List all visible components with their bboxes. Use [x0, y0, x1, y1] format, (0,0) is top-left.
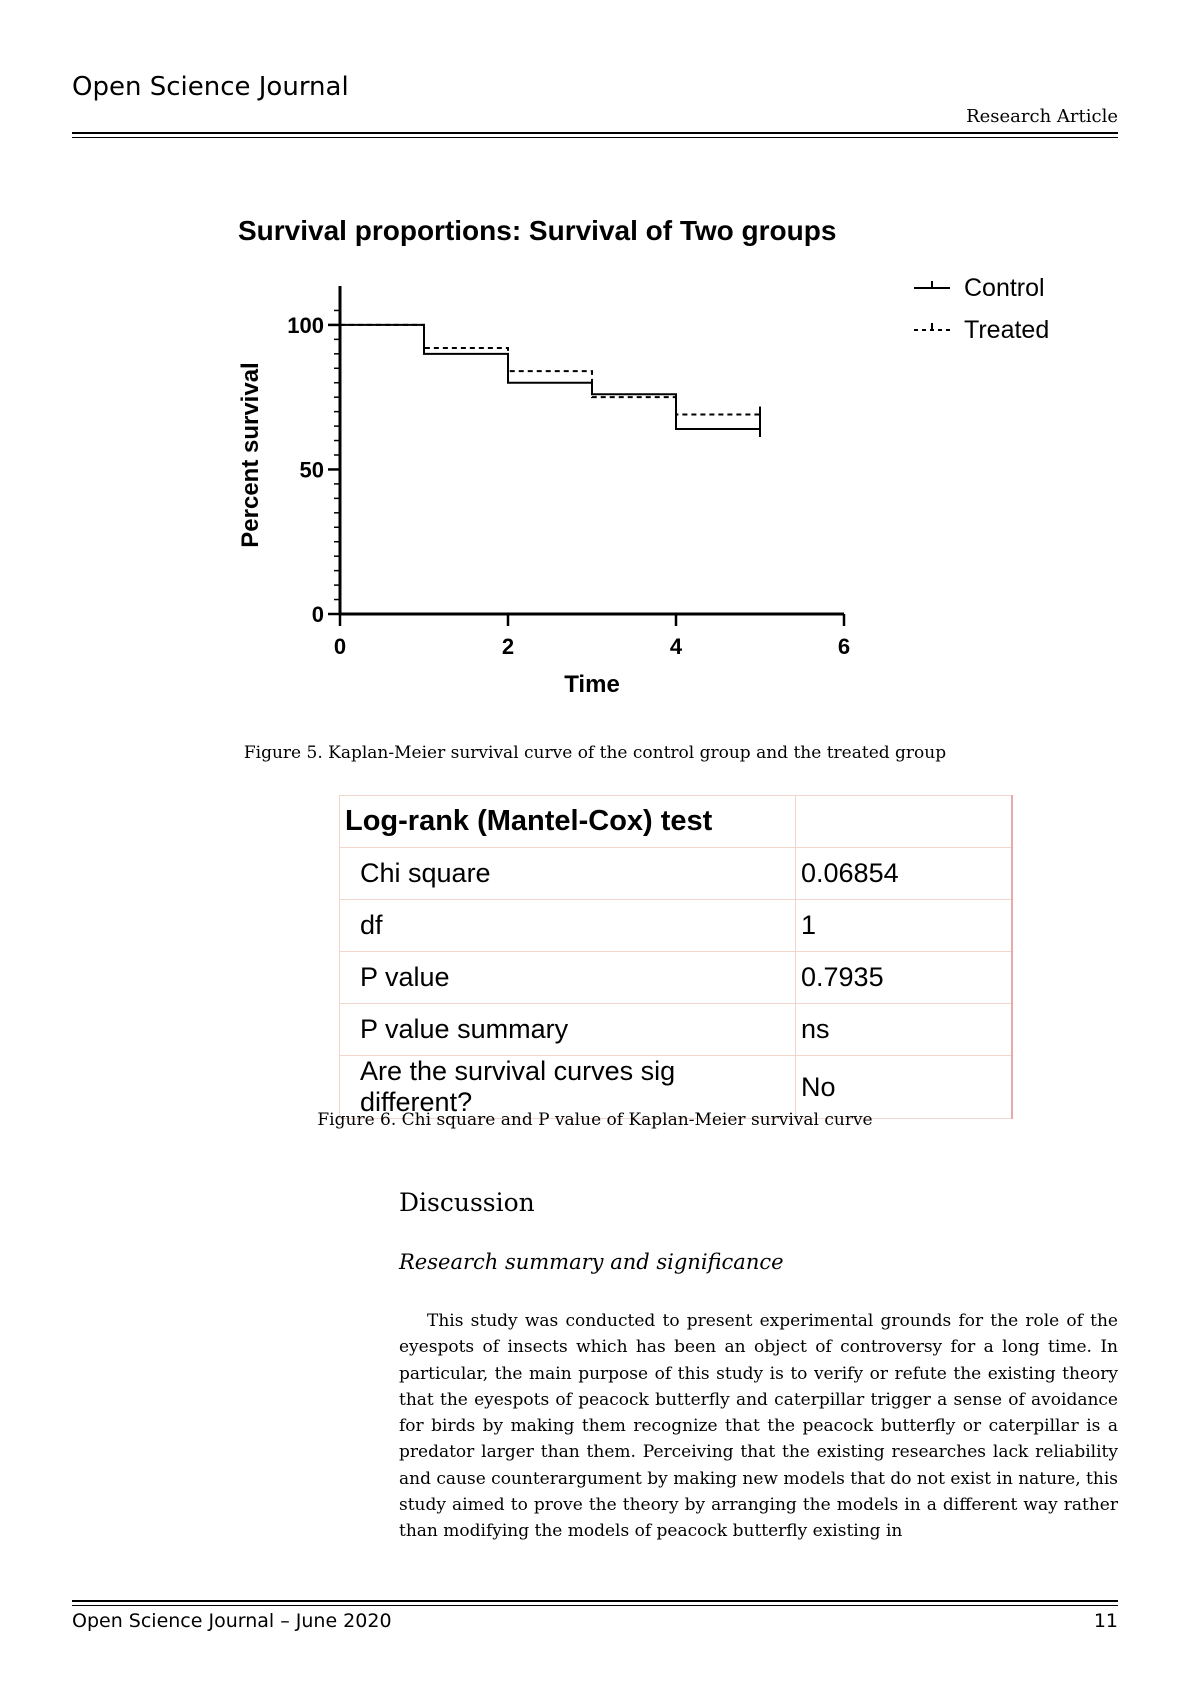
footer-rule — [72, 1600, 1118, 1602]
table-row-value: ns — [796, 1004, 1013, 1056]
table-row — [340, 900, 1013, 952]
table-row — [340, 848, 1013, 900]
table-header-row — [340, 796, 1013, 848]
footer-journal: Open Science Journal – June 2020 — [72, 1610, 392, 1632]
y-tick-label: 0 — [311, 602, 324, 627]
section-heading: Discussion — [399, 1188, 535, 1217]
series-line-control — [340, 325, 760, 429]
x-axis-label: Time — [564, 671, 620, 698]
body-paragraph: This study was conducted to present experimental grounds for the role of the eyespots of insects which has been an object of controversy for a long time. In particular, the main purpose of this study is to verify or refute the existing theory that the eyespots of peacock butterfly and caterpillar trigger a sense of avoidance for birds by making them recognize that the peacock butterfly or caterpillar is a predator larger than them. Perceiving that the existing researches lack reliability and cause counterargument by making new models that do not exist in nature, this study aimed to prove the theory by arranging the models in a different way rather than modifying the models of peacock butterfly existing in — [399, 1311, 1118, 1542]
table-header: Log-rank (Mantel-Cox) test — [340, 796, 796, 848]
y-tick-label: 100 — [287, 312, 324, 338]
table-row-label: Chi square — [340, 848, 796, 900]
table-row-value: 0.7935 — [796, 952, 1013, 1004]
journal-title: Open Science Journal — [72, 72, 349, 102]
table-row-label: Are the survival curves sig different? — [340, 1056, 796, 1119]
table-row-value: 1 — [796, 900, 1013, 952]
x-tick-label: 4 — [669, 634, 683, 659]
x-tick-label: 6 — [837, 634, 851, 659]
table-header-empty — [796, 796, 1013, 848]
x-tick-label: 0 — [333, 634, 347, 659]
table-row-value: No — [796, 1056, 1013, 1119]
table-row-value: 0.06854 — [796, 848, 1013, 900]
header-rule — [72, 132, 1118, 134]
table-row-label: P value — [340, 952, 796, 1004]
table-row-label: df — [340, 900, 796, 952]
series-line-treated — [340, 325, 760, 415]
legend-label: Control — [964, 274, 1045, 302]
footer-rule-thin — [72, 1605, 1118, 1606]
legend-label: Treated — [964, 316, 1050, 344]
y-axis-label: Percent survival — [237, 362, 264, 548]
x-tick-label: 2 — [501, 634, 515, 659]
table-row — [340, 1004, 1013, 1056]
subsection-heading: Research summary and significance — [399, 1250, 784, 1274]
table-row — [340, 952, 1013, 1004]
km-survival-chart — [230, 210, 1110, 720]
figure6-caption: Figure 6. Chi square and P value of Kaplan-Meier survival curve — [317, 1110, 873, 1130]
y-tick-label: 50 — [299, 457, 324, 483]
logrank-table — [339, 795, 1013, 1119]
chart-title: Survival proportions: Survival of Two groups — [238, 215, 837, 246]
page-number: 11 — [1093, 1610, 1118, 1632]
article-type: Research Article — [966, 106, 1118, 127]
figure5-caption: Figure 5. Kaplan-Meier survival curve of the control group and the treated group — [243, 743, 947, 763]
header-rule-thin — [72, 137, 1118, 138]
table-row-label: P value summary — [340, 1004, 796, 1056]
